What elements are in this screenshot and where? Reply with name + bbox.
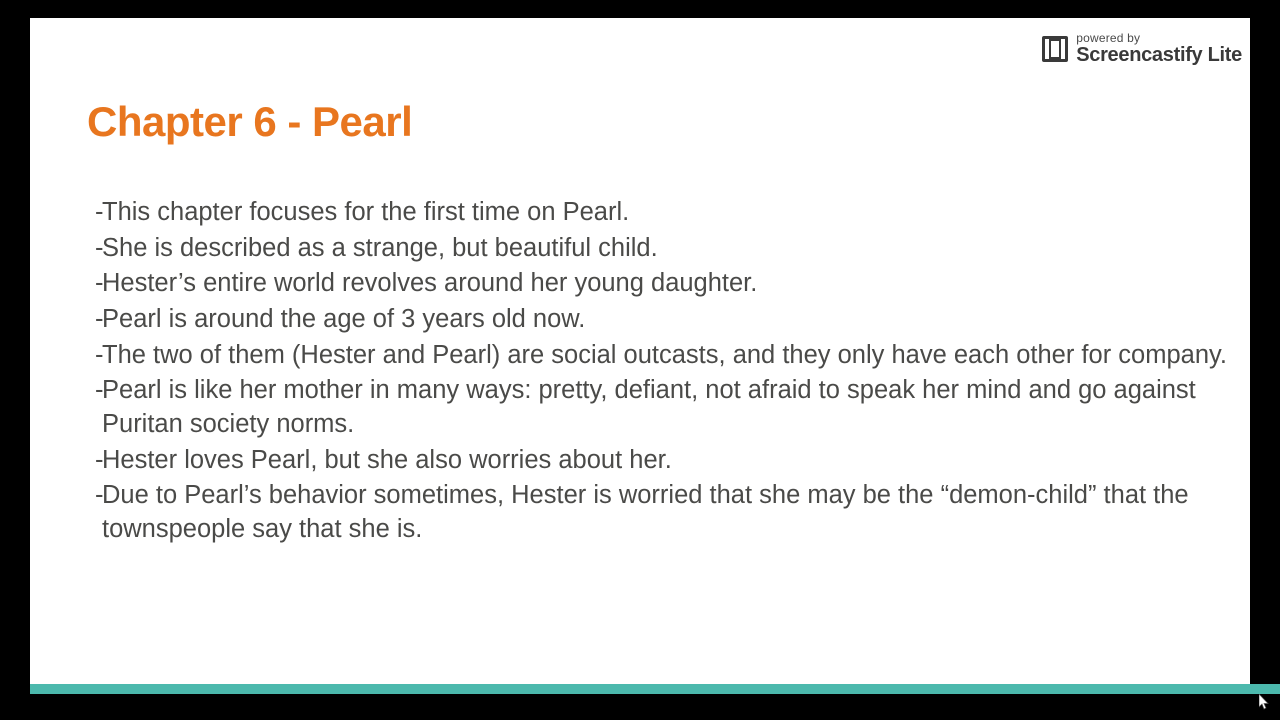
watermark-text — [1076, 32, 1242, 66]
bullet-marker: - — [95, 481, 104, 510]
presentation-slide — [30, 18, 1250, 684]
list-item-text: She is described as a strange, but beautiful child. — [102, 233, 658, 262]
list-item — [62, 232, 1242, 266]
list-item — [62, 339, 1242, 373]
screencastify-watermark — [1032, 28, 1250, 72]
bullet-marker: - — [95, 198, 104, 226]
list-item-text: This chapter focuses for the first time on Pearl. — [102, 198, 630, 226]
page-title: Chapter 6 - Pearl — [87, 98, 413, 145]
bullet-marker: - — [95, 445, 104, 474]
bullet-list — [62, 196, 1242, 549]
list-item-text: The two of them (Hester and Pearl) are social outcasts, and they only have each other for company. — [102, 340, 1227, 369]
list-item — [62, 479, 1242, 546]
bullet-marker: - — [95, 376, 104, 405]
bullet-marker: - — [95, 269, 104, 298]
list-item-text: Hester loves Pearl, but she also worries about her. — [102, 445, 672, 474]
list-item — [62, 196, 1242, 230]
mouse-cursor-icon — [1259, 694, 1269, 710]
list-item-text: Due to Pearl’s behavior sometimes, Hester is worried that she may be the “demon-child” that the townspeople say that she is. — [102, 481, 1189, 543]
watermark-powered-by: powered by — [1076, 31, 1141, 45]
list-item-text: Hester’s entire world revolves around her young daughter. — [102, 269, 758, 298]
film-strip-icon — [1042, 36, 1068, 62]
bullet-marker: - — [95, 340, 104, 369]
list-item — [62, 444, 1242, 478]
watermark-brand: Screencastify Lite — [1076, 43, 1242, 66]
bullet-marker: - — [95, 304, 104, 333]
bullet-marker: - — [95, 233, 104, 262]
list-item-text: Pearl is around the age of 3 years old now. — [102, 304, 586, 333]
list-item-text: Pearl is like her mother in many ways: pretty, defiant, not afraid to speak her mind and go against Puritan society norms. — [102, 376, 1196, 438]
slide-accent-bar — [30, 684, 1280, 694]
list-item — [62, 303, 1242, 337]
list-item — [62, 374, 1242, 441]
list-item — [62, 267, 1242, 301]
